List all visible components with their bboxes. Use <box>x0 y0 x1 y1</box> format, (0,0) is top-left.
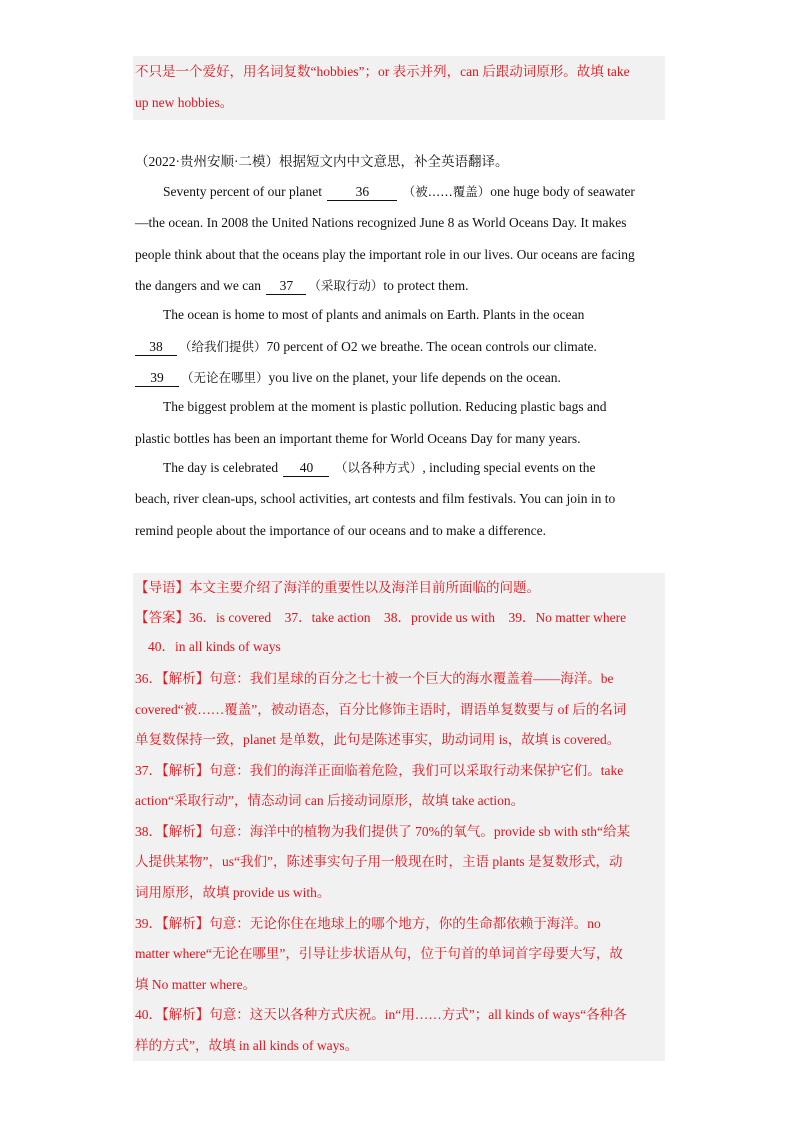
passage-text: you live on the planet, your life depends on the ocean. <box>268 370 561 385</box>
passage-text: Seventy percent of our planet <box>163 184 322 199</box>
passage-text: The day is celebrated <box>163 460 279 475</box>
passage-text: one huge body of seawater <box>490 184 635 199</box>
answer-line: 【答案】36．is covered 37．take action 38．provide us with 39．No matter where <box>135 610 627 625</box>
blank-40: 40 <box>283 459 329 477</box>
blank-38: 38 <box>135 338 177 356</box>
explanation-38: 人提供某物”，us“我们”，陈述事实句子用一般现在时，主语 plants 是复数形式，动 <box>135 854 623 869</box>
passage-line <box>163 182 635 202</box>
passage-line: plastic bottles has been an important theme for World Oceans Day for many years. <box>135 431 581 446</box>
blank-39: 39 <box>135 369 179 387</box>
explanation-38: 38．【解析】句意：海洋中的植物为我们提供了 70%的氧气。provide sb with sth“给某 <box>135 824 630 839</box>
passage-line <box>135 368 561 388</box>
explanation-39: 填 No matter where。 <box>135 977 257 992</box>
previous-explanation-line: 不只是一个爱好，用名词复数“hobbies”；or 表示并列，can 后跟动词原形。故填 take <box>135 64 630 79</box>
passage-line <box>135 276 468 296</box>
passage-line <box>163 458 596 478</box>
explanation-40: 样的方式”，故填 in all kinds of ways。 <box>135 1038 359 1053</box>
guide-text: 【导语】本文主要介绍了海洋的重要性以及海洋目前所面临的问题。 <box>135 580 540 595</box>
chinese-hint: （无论在哪里） <box>181 370 269 385</box>
explanation-37: action“采取行动”，情态动词 can 后接动词原形，故填 take action。 <box>135 793 525 808</box>
passage-text: to protect them. <box>383 278 469 293</box>
explanation-40: 40．【解析】句意：这天以各种方式庆祝。in“用……方式”；all kinds of ways“各种各 <box>135 1007 627 1022</box>
chinese-hint: （给我们提供） <box>179 339 267 354</box>
passage-text: the dangers and we can <box>135 278 261 293</box>
passage-line: people think about that the oceans play the important role in our lives. Our oceans are facing <box>135 247 635 262</box>
explanation-37: 37．【解析】句意：我们的海洋正面临着危险，我们可以采取行动来保护它们。take <box>135 763 624 778</box>
answer-line: 40．in all kinds of ways <box>148 639 281 654</box>
explanation-39: matter where“无论在哪里”，引导让步状语从句，位于句首的单词首字母要大写，故 <box>135 946 623 961</box>
explanation-39: 39．【解析】句意：无论你住在地球上的哪个地方，你的生命都依赖于海洋。no <box>135 916 601 931</box>
chinese-hint: （以各种方式） <box>334 460 423 475</box>
passage-line: beach, river clean-ups, school activities, art contests and film festivals. You can join in to <box>135 491 616 506</box>
blank-37: 37 <box>266 277 306 295</box>
passage-line: —the ocean. In 2008 the United Nations recognized June 8 as World Oceans Day. It makes <box>135 215 627 230</box>
explanation-36: 单复数保持一致，planet 是单数，此句是陈述事实，助动词用 is，故填 is covered。 <box>135 732 621 747</box>
passage-line: The ocean is home to most of plants and animals on Earth. Plants in the ocean <box>163 307 585 322</box>
chinese-hint: （采取行动） <box>308 278 384 293</box>
chinese-hint: （被……覆盖） <box>402 184 491 199</box>
explanation-38: 词用原形，故填 provide us with。 <box>135 885 331 900</box>
passage-line: The biggest problem at the moment is plastic pollution. Reducing plastic bags and <box>163 399 607 414</box>
explanation-36: covered“被……覆盖”，被动语态，百分比修饰主语时，谓语单复数要与 of 后的名词 <box>135 702 627 717</box>
question-source: （2022·贵州安顺·二模）根据短文内中文意思，补全英语翻译。 <box>135 154 509 169</box>
blank-36: 36 <box>327 183 397 201</box>
passage-line <box>135 337 597 357</box>
passage-line: remind people about the importance of our oceans and to make a difference. <box>135 523 546 538</box>
explanation-36: 36．【解析】句意：我们星球的百分之七十被一个巨大的海水覆盖着——海洋。be <box>135 671 614 686</box>
passage-text: 70 percent of O2 we breathe. The ocean controls our climate. <box>266 339 597 354</box>
previous-explanation-line: up new hobbies。 <box>135 95 234 110</box>
passage-text: , including special events on the <box>422 460 596 475</box>
